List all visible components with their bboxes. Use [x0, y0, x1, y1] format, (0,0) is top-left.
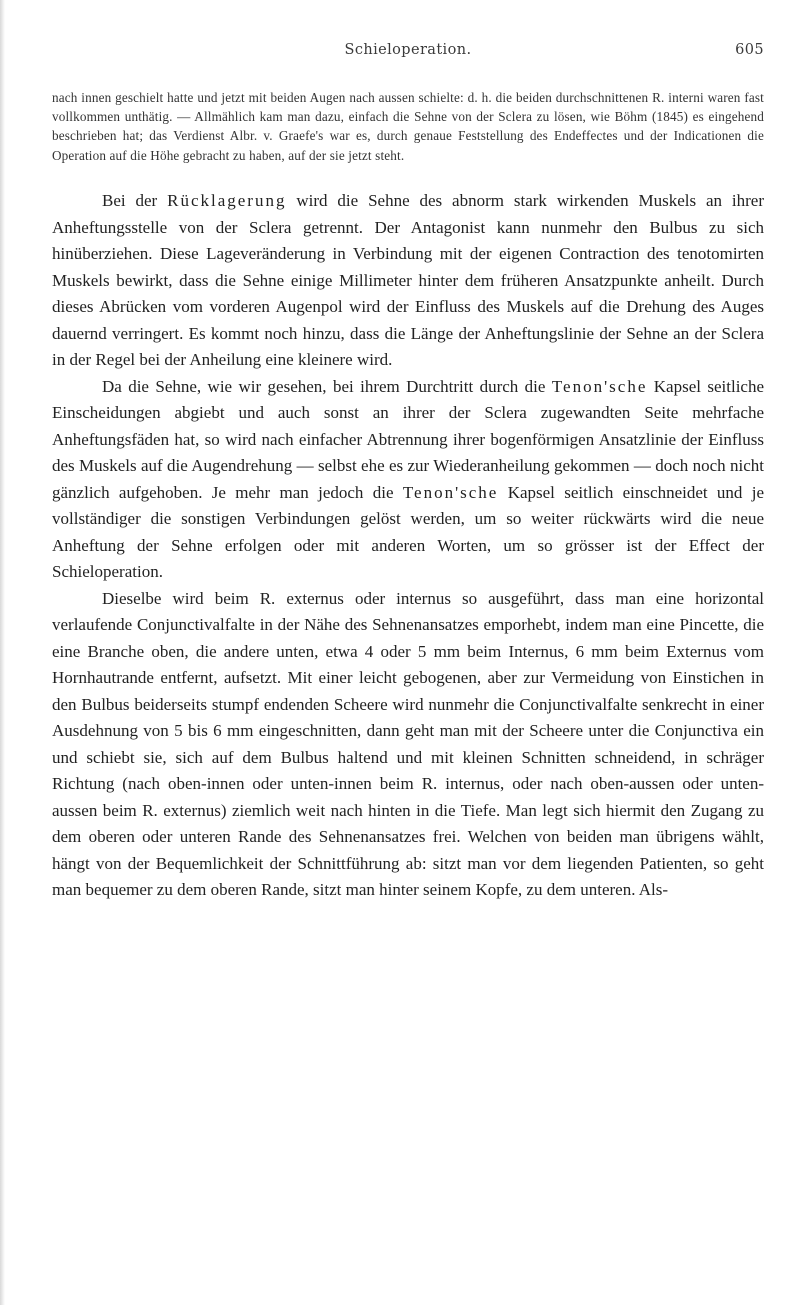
page-number: 605: [735, 42, 764, 58]
paragraph-2-lead: Da die Sehne, wie wir gesehen, bei ihrem Durchtritt durch die: [102, 376, 546, 396]
small-print-text: nach innen geschielt hatte und jetzt mit beiden Augen nach aussen schielte: d. h. die beiden durchschnittenen R. interni waren fast vollkommen unthätig. — Allmählich kam man dazu, einfach die Sehne von der Sclera zu lösen, wie Böhm (1845) es eingehend beschrieben hat; das Verdienst Albr. v. Graefe's war es, durch genaue Feststellung des Endeffectes und der Indicationen die Operation auf die Höhe gebracht zu haben, auf der sie jetzt steht.: [52, 90, 764, 163]
paragraph-2-middle: Kapsel seitliche Einscheidungen abgiebt und auch sonst an ihrer der Sclera zugewandten Seite mehrfache Anheftungsfäden hat, so wird nach einfacher Abtrennung ihrer bogenförmigen Ansatzlinie der Einfluss des Muskels auf die Augendrehung — selbst ehe es zur Wiederanheilung gekommen — doch noch nicht gänzlich aufgehoben. Je mehr man jedoch die: [52, 376, 765, 502]
term-tenon-1: Tenon'sche: [551, 376, 648, 396]
paragraph-1-lead: Bei der: [102, 191, 158, 210]
term-rücklagerung: Rücklagerung: [167, 191, 287, 210]
page-edge-shadow: [0, 0, 5, 1305]
small-print-paragraph: [52, 88, 764, 165]
term-tenon-2: Tenon'sche: [402, 482, 499, 502]
running-head: [52, 42, 764, 64]
paragraph-tenon-kapsel: [52, 374, 764, 586]
paragraph-rücklagerung: [52, 188, 764, 374]
paragraph-2-body: Kapsel seitlich einschneidet und je vollständiger die sonstigen Verbindungen gelöst werden, um so weiter rückwärts wird die neue Anheftung der Sehne erfolgen oder mit anderen Worten, um so grösser ist der Effect der Schieloperation.: [52, 482, 765, 581]
paragraph-1-body: wird die Sehne des abnorm stark wirkenden Muskels an ihrer Anheftungsstelle von der Sclera getrennt. Der Antagonist kann nunmehr den Bulbus zu sich hinüberziehen. Diese Lageveränderung in Verbindung mit der eigenen Contraction des tenotomirten Muskels bewirkt, dass die Sehne einige Millimeter hinter dem früheren Ansatzpunkte anheilt. Durch dieses Abrücken vom vorderen Augenpol wird der Einfluss des Muskels auf die Drehung des Auges dauernd verringert. Es kommt noch hinzu, dass die Länge der Anheftungslinie der Sehne an der Sclera in der Regel bei der Anheilung eine kleinere wird.: [52, 191, 764, 369]
paragraph-ausführung: Dieselbe wird beim R. externus oder internus so ausgeführt, dass man eine horizontal verlaufende Conjunctivalfalte in der Nähe des Sehnenansatzes emporhebt, indem man eine Pincette, die eine Branche oben, die andere unten, etwa 4 oder 5 mm beim Internus, 6 mm beim Externus vom Hornhautrande entfernt, aufsetzt. Mit einer leicht gebogenen, aber zur Vermeidung von Einstichen in den Bulbus beiderseits stumpf endenden Scheere wird nunmehr die Conjunctivalfalte senkrecht in einer Ausdehnung von 5 bis 6 mm eingeschnitten, dann geht man mit der Scheere unter die Conjunctiva ein und schiebt sie, sich auf dem Bulbus haltend und mit kleinen Schnitten schneidend, in schräger Richtung (nach oben-innen oder unten-innen beim R. internus, oder nach oben-aussen oder unten-aussen beim R. externus) ziemlich weit nach hinten in die Tiefe. Man legt sich hiermit den Zugang zu dem oberen oder unteren Rande des Sehnenansatzes frei. Welchen von beiden man übrigens wählt, hängt von der Bequemlichkeit der Schnittführung ab: sitzt man vor dem liegenden Patienten, so geht man bequemer zu dem oberen Rande, sitzt man hinter seinem Kopfe, zu dem unteren. Als-: [52, 588, 764, 899]
main-text: [52, 188, 764, 904]
running-head-title: Schieloperation.: [344, 42, 472, 58]
